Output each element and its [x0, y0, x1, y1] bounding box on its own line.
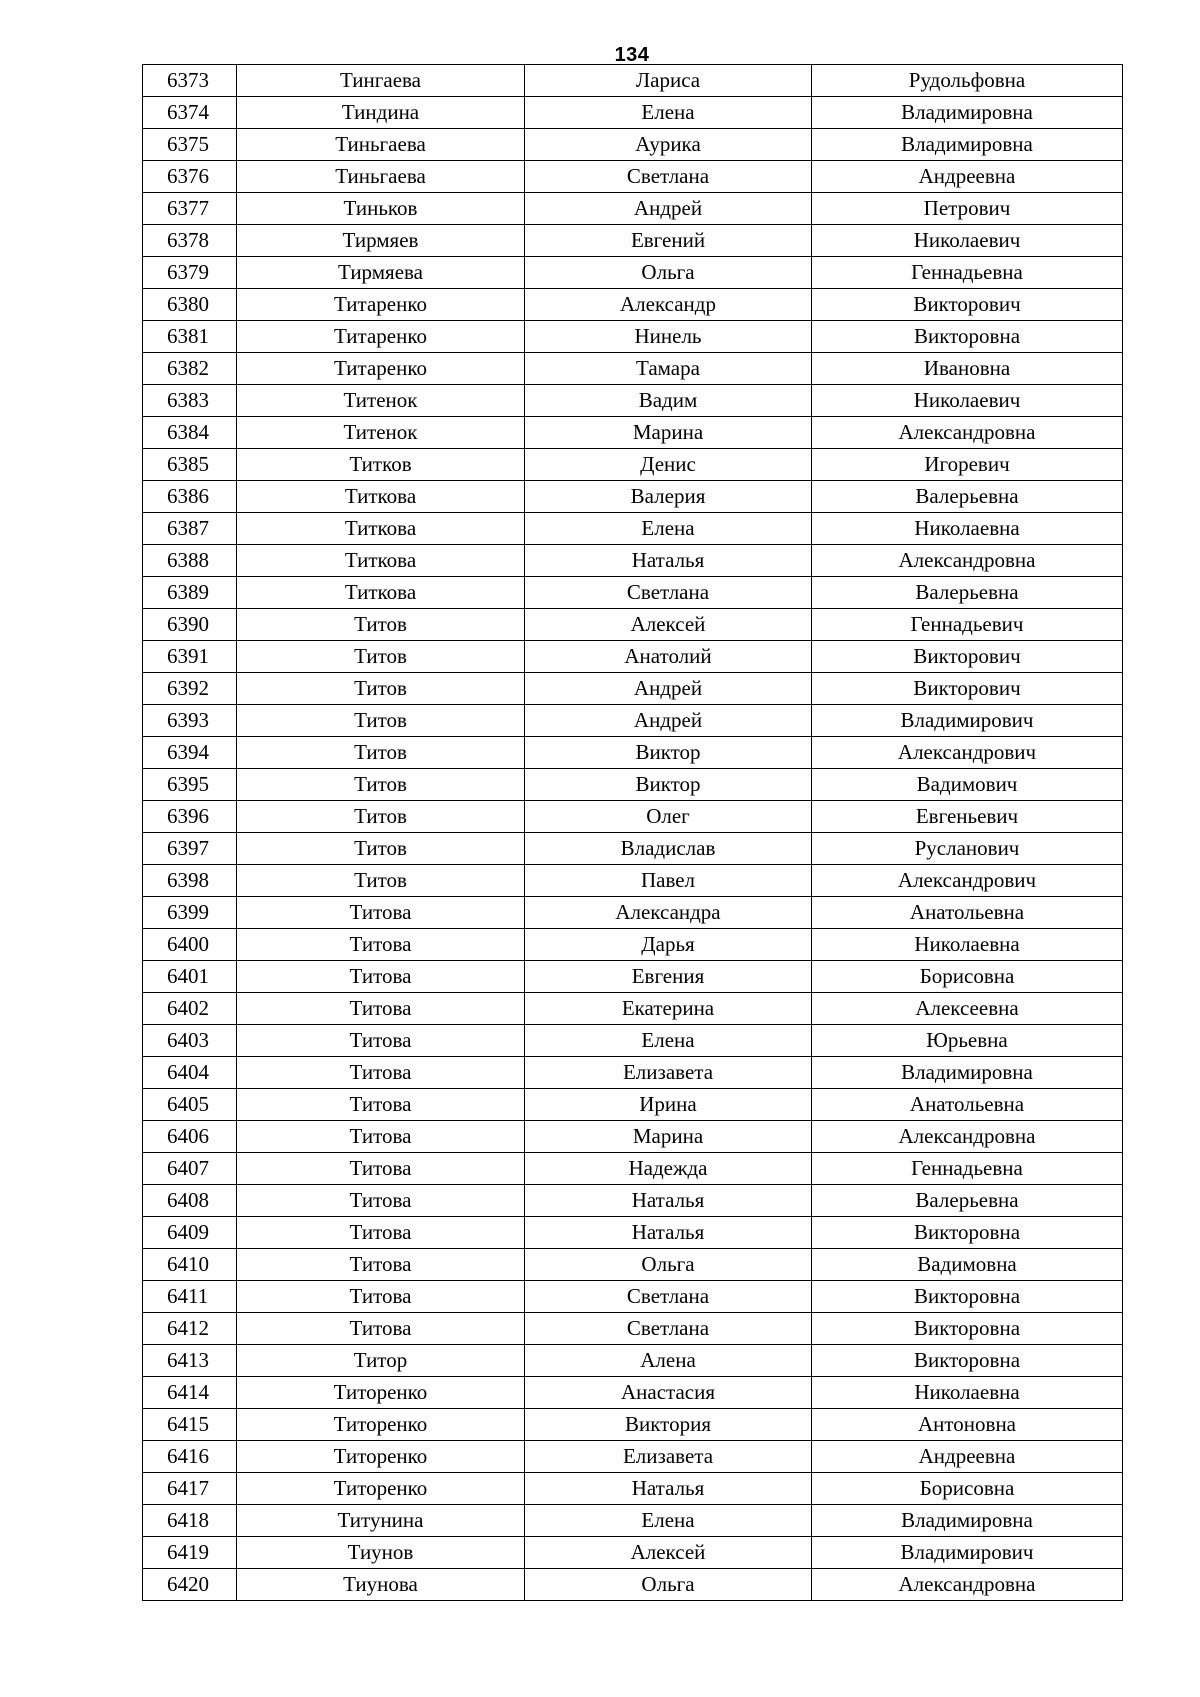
patronymic-cell: Вадимович — [812, 769, 1123, 801]
surname-cell: Титова — [237, 1057, 525, 1089]
first-name-cell: Наталья — [525, 545, 812, 577]
patronymic-cell: Геннадьевна — [812, 257, 1123, 289]
surname-cell: Тиньков — [237, 193, 525, 225]
table-row — [143, 1185, 1123, 1217]
surname-cell: Титова — [237, 1249, 525, 1281]
patronymic-cell: Александрович — [812, 737, 1123, 769]
patronymic-cell: Борисовна — [812, 961, 1123, 993]
patronymic-cell: Андреевна — [812, 161, 1123, 193]
row-number-cell: 6392 — [143, 673, 237, 705]
first-name-cell: Александра — [525, 897, 812, 929]
row-number-cell: 6373 — [143, 65, 237, 97]
row-number-cell: 6413 — [143, 1345, 237, 1377]
table-row — [143, 321, 1123, 353]
patronymic-cell: Викторович — [812, 641, 1123, 673]
surname-cell: Титенок — [237, 385, 525, 417]
table-row — [143, 513, 1123, 545]
table-row — [143, 641, 1123, 673]
first-name-cell: Алексей — [525, 1537, 812, 1569]
table-row — [143, 449, 1123, 481]
patronymic-cell: Андреевна — [812, 1441, 1123, 1473]
surname-cell: Титов — [237, 705, 525, 737]
table-row — [143, 1057, 1123, 1089]
first-name-cell: Нинель — [525, 321, 812, 353]
first-name-cell: Екатерина — [525, 993, 812, 1025]
row-number-cell: 6412 — [143, 1313, 237, 1345]
first-name-cell: Надежда — [525, 1153, 812, 1185]
row-number-cell: 6399 — [143, 897, 237, 929]
first-name-cell: Наталья — [525, 1473, 812, 1505]
row-number-cell: 6404 — [143, 1057, 237, 1089]
patronymic-cell: Петрович — [812, 193, 1123, 225]
table-row — [143, 1409, 1123, 1441]
table-row — [143, 97, 1123, 129]
first-name-cell: Анастасия — [525, 1377, 812, 1409]
row-number-cell: 6376 — [143, 161, 237, 193]
first-name-cell: Аурика — [525, 129, 812, 161]
surname-cell: Тиньгаева — [237, 129, 525, 161]
table-row — [143, 1377, 1123, 1409]
table-row — [143, 1505, 1123, 1537]
first-name-cell: Дарья — [525, 929, 812, 961]
table-row — [143, 129, 1123, 161]
first-name-cell: Марина — [525, 417, 812, 449]
surname-cell: Титаренко — [237, 289, 525, 321]
first-name-cell: Наталья — [525, 1217, 812, 1249]
surname-cell: Титов — [237, 609, 525, 641]
row-number-cell: 6403 — [143, 1025, 237, 1057]
surname-cell: Титоренко — [237, 1473, 525, 1505]
surname-cell: Титоренко — [237, 1409, 525, 1441]
surname-cell: Титов — [237, 673, 525, 705]
surname-cell: Титкова — [237, 513, 525, 545]
patronymic-cell: Игоревич — [812, 449, 1123, 481]
first-name-cell: Ольга — [525, 1249, 812, 1281]
patronymic-cell: Александрович — [812, 865, 1123, 897]
table-row — [143, 161, 1123, 193]
first-name-cell: Виктория — [525, 1409, 812, 1441]
patronymic-cell: Викторович — [812, 673, 1123, 705]
surname-cell: Титоренко — [237, 1441, 525, 1473]
row-number-cell: 6408 — [143, 1185, 237, 1217]
table-row — [143, 417, 1123, 449]
surname-cell: Титов — [237, 801, 525, 833]
table-row — [143, 1249, 1123, 1281]
first-name-cell: Андрей — [525, 673, 812, 705]
row-number-cell: 6383 — [143, 385, 237, 417]
row-number-cell: 6382 — [143, 353, 237, 385]
table-row — [143, 1217, 1123, 1249]
first-name-cell: Вадим — [525, 385, 812, 417]
patronymic-cell: Вадимовна — [812, 1249, 1123, 1281]
row-number-cell: 6391 — [143, 641, 237, 673]
row-number-cell: 6406 — [143, 1121, 237, 1153]
surname-cell: Титоренко — [237, 1377, 525, 1409]
row-number-cell: 6418 — [143, 1505, 237, 1537]
row-number-cell: 6395 — [143, 769, 237, 801]
row-number-cell: 6384 — [143, 417, 237, 449]
table-row — [143, 289, 1123, 321]
first-name-cell: Светлана — [525, 161, 812, 193]
first-name-cell: Светлана — [525, 1313, 812, 1345]
row-number-cell: 6409 — [143, 1217, 237, 1249]
first-name-cell: Марина — [525, 1121, 812, 1153]
surname-cell: Тиндина — [237, 97, 525, 129]
row-number-cell: 6389 — [143, 577, 237, 609]
surname-cell: Титаренко — [237, 321, 525, 353]
first-name-cell: Виктор — [525, 737, 812, 769]
patronymic-cell: Викторовна — [812, 321, 1123, 353]
patronymic-cell: Валерьевна — [812, 577, 1123, 609]
table-row — [143, 993, 1123, 1025]
first-name-cell: Ольга — [525, 1569, 812, 1601]
patronymic-cell: Викторович — [812, 289, 1123, 321]
surname-cell: Титова — [237, 1185, 525, 1217]
table-row — [143, 833, 1123, 865]
patronymic-cell: Антоновна — [812, 1409, 1123, 1441]
table-row — [143, 545, 1123, 577]
row-number-cell: 6393 — [143, 705, 237, 737]
row-number-cell: 6378 — [143, 225, 237, 257]
table-row — [143, 705, 1123, 737]
first-name-cell: Елена — [525, 513, 812, 545]
patronymic-cell: Викторовна — [812, 1217, 1123, 1249]
row-number-cell: 6375 — [143, 129, 237, 161]
table-row — [143, 801, 1123, 833]
surname-cell: Титунина — [237, 1505, 525, 1537]
patronymic-cell: Рудольфовна — [812, 65, 1123, 97]
patronymic-cell: Евгеньевич — [812, 801, 1123, 833]
table-row — [143, 65, 1123, 97]
registry-table-body — [143, 65, 1123, 1601]
surname-cell: Титенок — [237, 417, 525, 449]
table-row — [143, 865, 1123, 897]
row-number-cell: 6377 — [143, 193, 237, 225]
surname-cell: Титова — [237, 1025, 525, 1057]
patronymic-cell: Владимировна — [812, 1505, 1123, 1537]
patronymic-cell: Геннадьевич — [812, 609, 1123, 641]
patronymic-cell: Владимировна — [812, 1057, 1123, 1089]
row-number-cell: 6417 — [143, 1473, 237, 1505]
first-name-cell: Евгения — [525, 961, 812, 993]
surname-cell: Титов — [237, 865, 525, 897]
table-row — [143, 1025, 1123, 1057]
row-number-cell: 6381 — [143, 321, 237, 353]
surname-cell: Титкова — [237, 577, 525, 609]
patronymic-cell: Борисовна — [812, 1473, 1123, 1505]
first-name-cell: Наталья — [525, 1185, 812, 1217]
row-number-cell: 6385 — [143, 449, 237, 481]
row-number-cell: 6410 — [143, 1249, 237, 1281]
patronymic-cell: Александровна — [812, 1121, 1123, 1153]
row-number-cell: 6398 — [143, 865, 237, 897]
first-name-cell: Александр — [525, 289, 812, 321]
first-name-cell: Елена — [525, 1505, 812, 1537]
row-number-cell: 6420 — [143, 1569, 237, 1601]
row-number-cell: 6386 — [143, 481, 237, 513]
patronymic-cell: Владимировна — [812, 129, 1123, 161]
first-name-cell: Светлана — [525, 577, 812, 609]
patronymic-cell: Анатольевна — [812, 897, 1123, 929]
row-number-cell: 6397 — [143, 833, 237, 865]
patronymic-cell: Александровна — [812, 545, 1123, 577]
surname-cell: Тиунова — [237, 1569, 525, 1601]
surname-cell: Титова — [237, 1313, 525, 1345]
table-row — [143, 577, 1123, 609]
row-number-cell: 6416 — [143, 1441, 237, 1473]
table-row — [143, 737, 1123, 769]
table-row — [143, 1153, 1123, 1185]
row-number-cell: 6414 — [143, 1377, 237, 1409]
table-row — [143, 353, 1123, 385]
patronymic-cell: Ивановна — [812, 353, 1123, 385]
surname-cell: Титова — [237, 929, 525, 961]
patronymic-cell: Викторовна — [812, 1281, 1123, 1313]
table-row — [143, 1441, 1123, 1473]
registry-table — [142, 64, 1123, 1601]
row-number-cell: 6405 — [143, 1089, 237, 1121]
first-name-cell: Евгений — [525, 225, 812, 257]
row-number-cell: 6394 — [143, 737, 237, 769]
table-row — [143, 1473, 1123, 1505]
surname-cell: Тиньгаева — [237, 161, 525, 193]
table-row — [143, 897, 1123, 929]
row-number-cell: 6387 — [143, 513, 237, 545]
first-name-cell: Елизавета — [525, 1057, 812, 1089]
row-number-cell: 6388 — [143, 545, 237, 577]
surname-cell: Титова — [237, 1121, 525, 1153]
first-name-cell: Павел — [525, 865, 812, 897]
first-name-cell: Алена — [525, 1345, 812, 1377]
first-name-cell: Лариса — [525, 65, 812, 97]
surname-cell: Тингаева — [237, 65, 525, 97]
table-row — [143, 481, 1123, 513]
patronymic-cell: Николаевич — [812, 225, 1123, 257]
row-number-cell: 6400 — [143, 929, 237, 961]
surname-cell: Титов — [237, 641, 525, 673]
row-number-cell: 6380 — [143, 289, 237, 321]
row-number-cell: 6419 — [143, 1537, 237, 1569]
table-row — [143, 1345, 1123, 1377]
patronymic-cell: Валерьевна — [812, 1185, 1123, 1217]
first-name-cell: Ирина — [525, 1089, 812, 1121]
patronymic-cell: Николаевна — [812, 929, 1123, 961]
surname-cell: Титов — [237, 737, 525, 769]
surname-cell: Титова — [237, 1217, 525, 1249]
surname-cell: Титова — [237, 1153, 525, 1185]
table-row — [143, 961, 1123, 993]
first-name-cell: Ольга — [525, 257, 812, 289]
table-row — [143, 929, 1123, 961]
page-number: 134 — [614, 44, 650, 66]
patronymic-cell: Анатольевна — [812, 1089, 1123, 1121]
patronymic-cell: Владимирович — [812, 705, 1123, 737]
row-number-cell: 6396 — [143, 801, 237, 833]
table-row — [143, 609, 1123, 641]
first-name-cell: Валерия — [525, 481, 812, 513]
patronymic-cell: Викторовна — [812, 1313, 1123, 1345]
table-row — [143, 1121, 1123, 1153]
patronymic-cell: Александровна — [812, 1569, 1123, 1601]
surname-cell: Титова — [237, 993, 525, 1025]
table-row — [143, 1281, 1123, 1313]
patronymic-cell: Александровна — [812, 417, 1123, 449]
table-row — [143, 1537, 1123, 1569]
patronymic-cell: Николаевна — [812, 513, 1123, 545]
surname-cell: Титкова — [237, 481, 525, 513]
table-row — [143, 193, 1123, 225]
patronymic-cell: Алексеевна — [812, 993, 1123, 1025]
first-name-cell: Елизавета — [525, 1441, 812, 1473]
first-name-cell: Тамара — [525, 353, 812, 385]
row-number-cell: 6415 — [143, 1409, 237, 1441]
row-number-cell: 6411 — [143, 1281, 237, 1313]
surname-cell: Титков — [237, 449, 525, 481]
first-name-cell: Елена — [525, 1025, 812, 1057]
row-number-cell: 6379 — [143, 257, 237, 289]
surname-cell: Титов — [237, 769, 525, 801]
patronymic-cell: Владимировна — [812, 97, 1123, 129]
table-row — [143, 225, 1123, 257]
surname-cell: Титкова — [237, 545, 525, 577]
patronymic-cell: Николаевна — [812, 1377, 1123, 1409]
first-name-cell: Елена — [525, 97, 812, 129]
patronymic-cell: Владимирович — [812, 1537, 1123, 1569]
first-name-cell: Владислав — [525, 833, 812, 865]
first-name-cell: Андрей — [525, 705, 812, 737]
row-number-cell: 6401 — [143, 961, 237, 993]
patronymic-cell: Валерьевна — [812, 481, 1123, 513]
surname-cell: Титов — [237, 833, 525, 865]
first-name-cell: Алексей — [525, 609, 812, 641]
row-number-cell: 6390 — [143, 609, 237, 641]
surname-cell: Титова — [237, 1281, 525, 1313]
patronymic-cell: Викторовна — [812, 1345, 1123, 1377]
row-number-cell: 6374 — [143, 97, 237, 129]
patronymic-cell: Русланович — [812, 833, 1123, 865]
row-number-cell: 6407 — [143, 1153, 237, 1185]
first-name-cell: Андрей — [525, 193, 812, 225]
surname-cell: Титова — [237, 897, 525, 929]
first-name-cell: Олег — [525, 801, 812, 833]
table-row — [143, 769, 1123, 801]
first-name-cell: Виктор — [525, 769, 812, 801]
row-number-cell: 6402 — [143, 993, 237, 1025]
first-name-cell: Анатолий — [525, 641, 812, 673]
surname-cell: Тирмяева — [237, 257, 525, 289]
table-row — [143, 1569, 1123, 1601]
surname-cell: Тиунов — [237, 1537, 525, 1569]
table-row — [143, 1089, 1123, 1121]
surname-cell: Титова — [237, 1089, 525, 1121]
surname-cell: Титор — [237, 1345, 525, 1377]
first-name-cell: Денис — [525, 449, 812, 481]
patronymic-cell: Юрьевна — [812, 1025, 1123, 1057]
table-row — [143, 673, 1123, 705]
table-row — [143, 1313, 1123, 1345]
surname-cell: Тирмяев — [237, 225, 525, 257]
table-row — [143, 385, 1123, 417]
surname-cell: Титова — [237, 961, 525, 993]
patronymic-cell: Геннадьевна — [812, 1153, 1123, 1185]
surname-cell: Титаренко — [237, 353, 525, 385]
table-row — [143, 257, 1123, 289]
patronymic-cell: Николаевич — [812, 385, 1123, 417]
first-name-cell: Светлана — [525, 1281, 812, 1313]
